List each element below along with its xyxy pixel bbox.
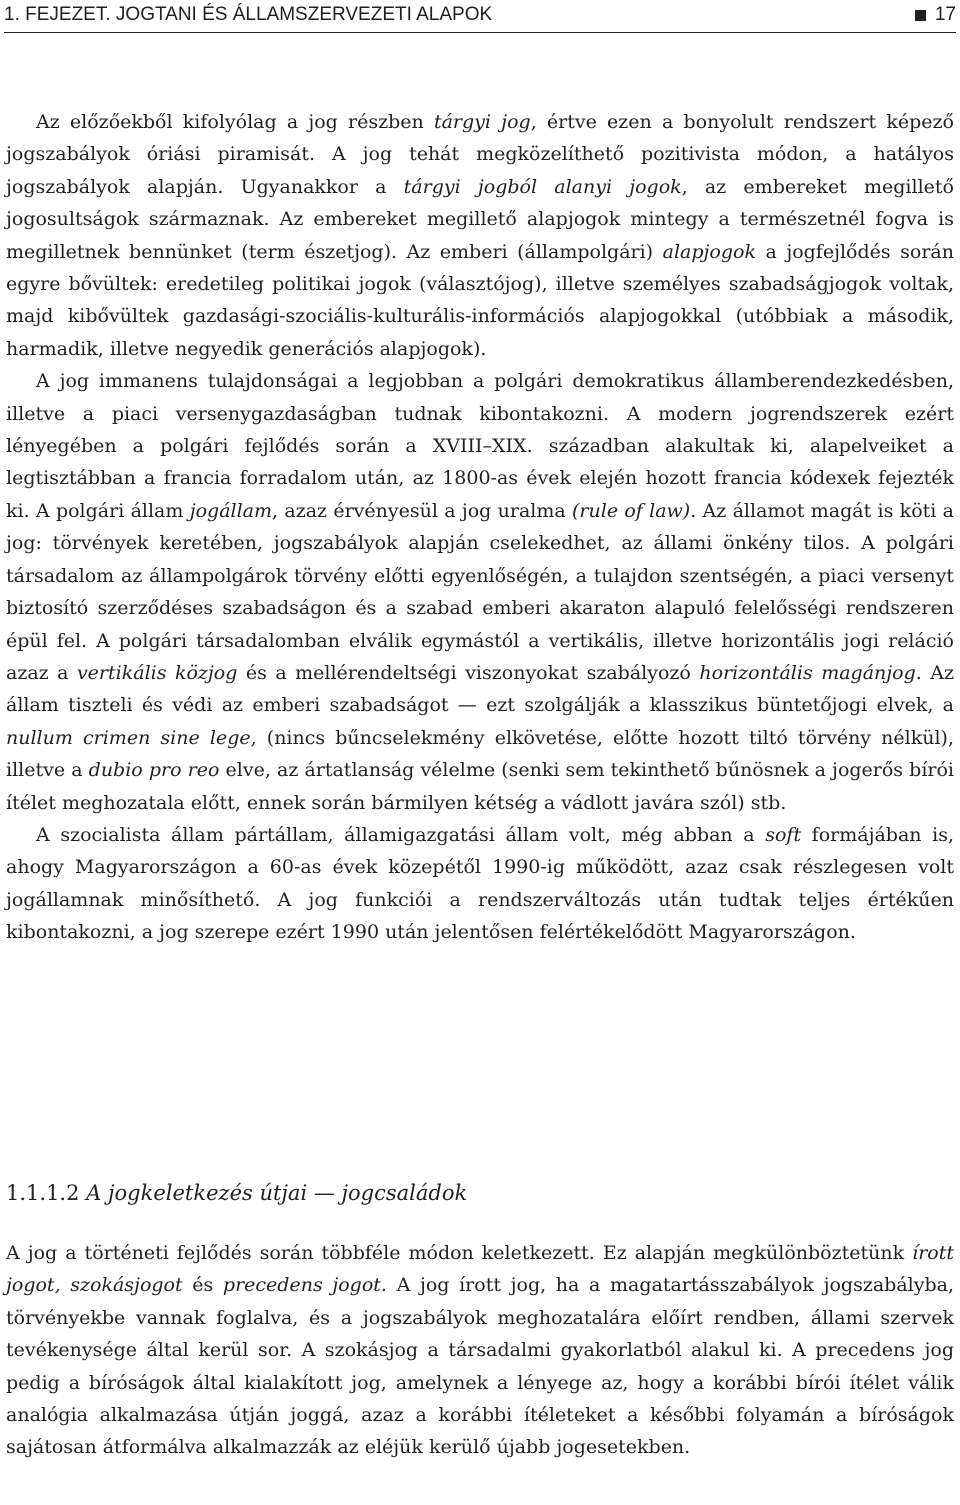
text-run: A jog a történeti fejlődés során többféle módon keletkezett. Ez alapján megkülönböztetünk xyxy=(6,1242,913,1264)
italic-run: alapjogok xyxy=(662,240,756,263)
text-run: . A jog írott jog, ha a magatartásszabályok jogszabályba, törvényekbe vannak foglalva, és a jogszabályok meghozatalára előírt rendben, állami szervek tevékenysége által kerül sor. A szokásjog a társadalmi gyakorlatból alakul ki. A precedens jog pedig a bíróságok által kialakított jog, amelynek a lényege az, hogy a korábbi bírói ítélet válik analógia alkalmazása útján joggá, azaz a korábbi ítéleteket a későbbi folyamán a bíróságok sajátosan átformálva alkalmazzák az eléjük kerülő újabb jogesetekben. xyxy=(6,1274,954,1459)
text-run: A jog immanens tulajdonságai a legjobban a polgári demokratikus államberendezkedésben, illetve a piaci versenygazdaságban tudnak kibontakozni. A modern jogrendszerek ezért lényegében a polgári fejlődés során a XVIII–XIX. században alakultak ki, alapelveiket a legtisztábban a francia forradalom után, az 1800-as évek elején hozott francia kódexek fejezték ki. A polgári állam xyxy=(6,370,954,522)
paragraph xyxy=(6,819,954,949)
text-run: elve, az ártatlanság vélelme (senki sem tekinthető bűnösnek a jogerős bírói ítélet meghozatala előtt, ennek során bármilyen kétség a vádlott javára szól) stb. xyxy=(6,759,955,814)
text-run: és xyxy=(182,1274,223,1297)
page-number: 17 xyxy=(934,4,956,25)
paragraph xyxy=(6,1237,954,1464)
chapter-title: 1. FEJEZET. JOGTANI ÉS ÁLLAMSZERVEZETI ALAPOK xyxy=(4,4,493,25)
italic-run: soft xyxy=(765,823,802,846)
italic-run: írott jogot, szokásjogot xyxy=(6,1242,954,1297)
text-run: a jogfejlődés során egyre bővültek: eredetileg politikai jogok (választójog), illetve személyes szabadságjogok voltak, majd kibővültek gazdasági-szociális-kulturális-információs alapjogokkal (utóbbiak a második, harmadik, illetve negyedik generációs alapjogok). xyxy=(6,240,955,360)
text-run: , az embereket megillető jogosultságok származnak. Az embereket megillető alapjogok mintegy a természetnél fogva is megilletnek bennünket (term észetjog). Az emberi (állampolgári) xyxy=(6,175,954,263)
section-text xyxy=(6,1237,954,1464)
page-number-group xyxy=(915,0,956,30)
italic-run: horizontális magánjog xyxy=(699,661,916,684)
italic-run: dubio pro reo xyxy=(88,759,220,782)
paragraph xyxy=(6,365,954,819)
text-run: és a mellérendeltségi viszonyokat szabályozó xyxy=(237,661,700,684)
text-run: , értve ezen a bonyolult rendszert képező jogszabályok óriási piramisát. A jog tehát megközelíthető pozitivista módon, a hatályos jogszabályok alapján. Ugyanakkor a xyxy=(6,111,954,198)
italic-run: tárgyi jogból alanyi jogok xyxy=(403,175,682,198)
main-text xyxy=(6,106,954,949)
italic-run: vertikális közjog xyxy=(76,661,238,684)
text-run: formájában is, ahogy Magyarországon a 60-as évek közepétől 1990-ig működött, azaz csak részlegesen volt jogállamnak minősíthető. A jog funkciói a rendszerváltozás után tudtak teljes értékűen kibontakozni, a jog szerepe ezért 1990 után jelentősen felértékelődött Magyarországon. xyxy=(6,823,955,944)
section-heading xyxy=(6,1177,954,1209)
italic-run: (rule of law) xyxy=(572,499,691,522)
italic-run: nullum crimen sine lege xyxy=(6,726,251,749)
square-bullet-icon xyxy=(915,10,926,21)
text-run: Az előzőekből kifolyólag a jog részben xyxy=(36,111,434,133)
section-title: A jogkeletkezés útjai — jogcsaládok xyxy=(86,1181,468,1205)
running-header xyxy=(4,0,956,33)
text-run: . Az állam tiszteli és védi az emberi szabadságot — ezt szolgálják a klasszikus büntetőjogi elvek, a xyxy=(6,661,955,717)
italic-run: jogállam xyxy=(189,499,273,522)
section-number: 1.1.1.2 xyxy=(6,1181,80,1205)
text-run: . Az államot magát is köti a jog: törvények keretében, jogszabályok alapján cselekedhet, az állami önkény tilos. A polgári társadalom az állampolgárok törvény előtti egyenlőségén, a tulajdon szentségén, a piaci versenyt biztosító szerződéses szabadságon és a szabad emberi akaraton alapuló felelősségi rendszeren épül fel. A polgári társadalomban elválik egymástól a vertikális, illetve horizontális jogi reláció azaz a xyxy=(6,499,954,684)
italic-run: precedens jogot xyxy=(222,1274,381,1297)
text-run: A szocialista állam pártállam, államigazgatási állam volt, még abban a xyxy=(36,823,766,846)
paragraph xyxy=(6,106,954,365)
text-run: , azaz érvényesül a jog uralma xyxy=(272,499,573,522)
text-run: , (nincs bűncselekmény elkövetése, előtte hozott tiltó törvény nélkül), illetve a xyxy=(6,726,955,782)
italic-run: tárgyi jog xyxy=(433,111,531,133)
